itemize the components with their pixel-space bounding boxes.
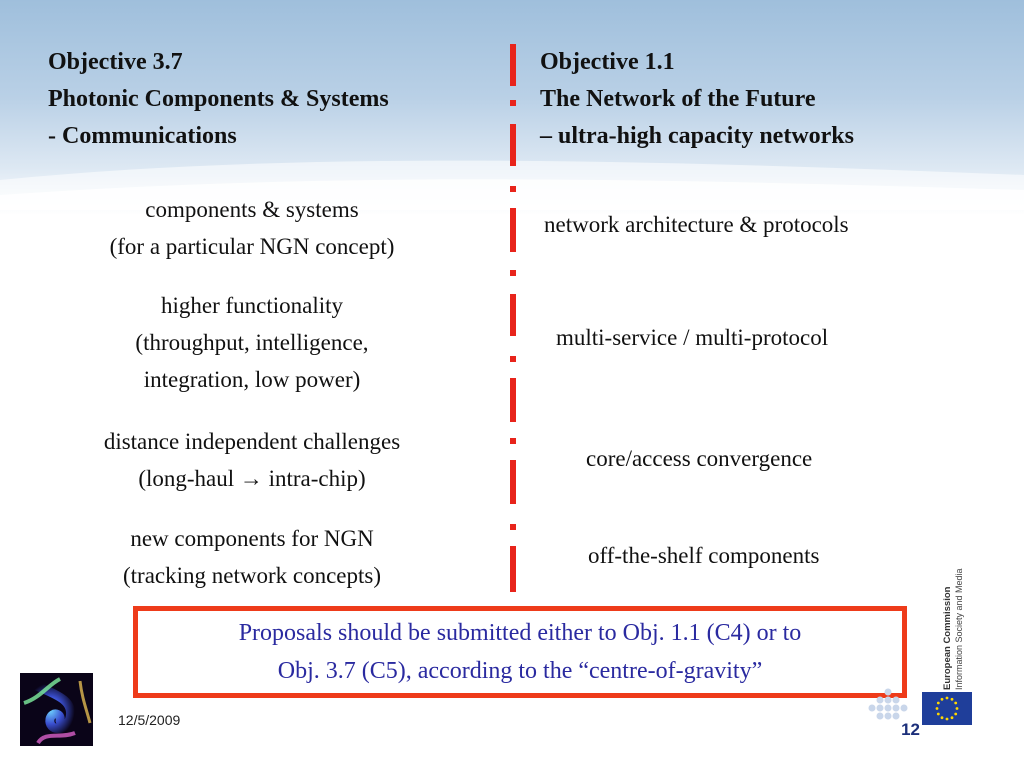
- dashed-divider: [505, 40, 521, 596]
- dot-cross-icon: [868, 688, 908, 724]
- divider-dot: [510, 270, 516, 276]
- right-heading-line2: The Network of the Future: [540, 86, 816, 112]
- swirl-logo-image: [20, 673, 93, 746]
- submission-notice-box: [133, 606, 907, 698]
- left-item-distance: [30, 423, 474, 497]
- divider-dash: [510, 460, 516, 504]
- left-item-line: new components for NGN: [130, 526, 374, 551]
- left-item-line: (long-haul → intra-chip): [138, 466, 366, 491]
- right-item-line: core/access convergence: [586, 446, 813, 471]
- left-heading: [48, 44, 389, 155]
- right-item-line: network architecture & protocols: [544, 212, 849, 237]
- divider-dot: [510, 186, 516, 192]
- left-heading-line1: Objective 3.7: [48, 49, 183, 75]
- right-item-line: multi-service / multi-protocol: [556, 325, 829, 350]
- ec-label-line1: European Commission: [942, 586, 953, 690]
- right-item-line: off-the-shelf components: [588, 543, 820, 568]
- divider-dash: [510, 124, 516, 166]
- left-item-components: [30, 191, 474, 265]
- right-item-multiservice: [556, 319, 976, 356]
- divider-dot: [510, 438, 516, 444]
- slide-date: 12/5/2009: [118, 712, 181, 728]
- right-item-off-the-shelf: [588, 537, 968, 574]
- right-heading-line3: – ultra-high capacity networks: [540, 123, 854, 149]
- eu-flag-icon: [922, 692, 972, 725]
- left-item-line: (tracking network concepts): [122, 563, 381, 588]
- left-item-line: integration, low power): [143, 367, 361, 392]
- left-item-line: components & systems: [145, 197, 359, 222]
- page-number: 12: [901, 720, 920, 739]
- divider-dot: [510, 356, 516, 362]
- right-item-architecture: [544, 206, 984, 243]
- left-item-line: (throughput, intelligence,: [135, 330, 369, 355]
- divider-dash: [510, 294, 516, 336]
- right-heading: [540, 44, 854, 155]
- left-item-functionality: [30, 287, 474, 398]
- divider-dash: [510, 378, 516, 422]
- left-heading-line2: Photonic Components & Systems: [48, 86, 389, 112]
- left-item-line: higher functionality: [160, 293, 344, 318]
- left-heading-line3: - Communications: [48, 123, 237, 149]
- ec-label: [938, 552, 968, 692]
- left-item-line: distance independent challenges: [103, 429, 401, 454]
- left-item-line: (for a particular NGN concept): [109, 234, 395, 259]
- divider-dot: [510, 100, 516, 106]
- notice-line1: Proposals should be submitted either to Obj. 1.1 (C4) or to: [238, 620, 802, 646]
- ec-label-line2: Information Society and Media: [954, 568, 964, 690]
- right-item-convergence: [586, 440, 966, 477]
- notice-line2: Obj. 3.7 (C5), according to the “centre-of-gravity”: [277, 658, 763, 684]
- divider-dash: [510, 208, 516, 252]
- divider-dot: [510, 524, 516, 530]
- left-item-new-components: [30, 520, 474, 594]
- right-heading-line1: Objective 1.1: [540, 49, 675, 75]
- divider-dash: [510, 44, 516, 86]
- divider-dash: [510, 546, 516, 592]
